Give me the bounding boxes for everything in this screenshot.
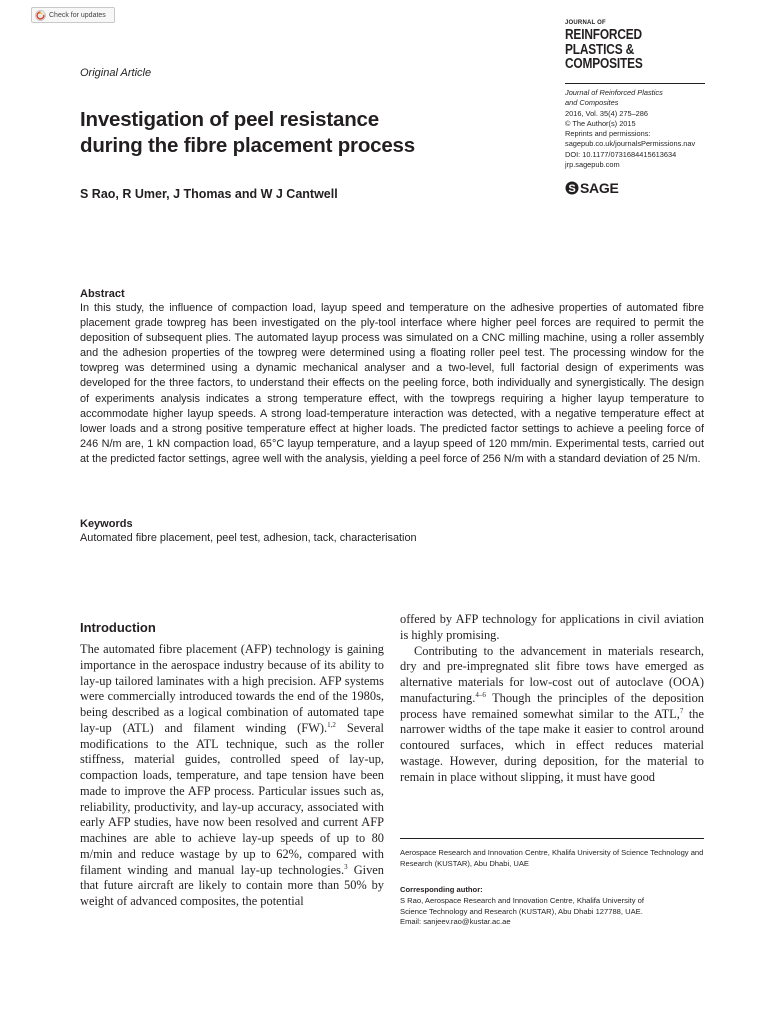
- abstract-text: In this study, the influence of compaction load, layup speed and temperature on the adhesive properties of automated fibre placement grade towpreg has been investigated on the ply-tool interface where higher peel forces are required to permit the deposition of subsequent plies. The automated layup process was simulated on a CNC milling machine, using a roller assembly and the adhesion properties of the towpreg were determined using a floating roller peel test. The processing window for the towpreg was determined using a dynamic mechanical analyser and a two-level, full factorial design of experiments was developed for the three factors, to understand their effects on the peeling force, both individually and synergistically. The design of experiments analysis indicates a strong temperature effect, with the towpregs requiring a higher layup temperature to accommodate higher layup speeds. A strong load-temperature interaction was detected, with a negative temperature effect at lower loads and a strong positive temperature effect at higher loads. The predicted factor settings to achieve a peeling force of 246 N/m are, 1 kN compaction load, 65°C layup temperature, and a layup speed of 120 mm/min. Experimental tests, carried out at the predicted factor settings, agree well with the analysis, yielding a peel force of 256 N/m with a standard deviation of 25 N/m.: [80, 302, 704, 465]
- title-line: Investigation of peel resistance: [80, 108, 379, 131]
- citation[interactable]: 4–6: [475, 690, 486, 699]
- check-for-updates-icon: [35, 10, 46, 21]
- journal-info-line: Reprints and permissions:: [565, 129, 651, 139]
- permissions-link[interactable]: sagepub.co.uk/journalsPermissions.nav: [565, 139, 696, 149]
- paragraph: The automated fibre placement (AFP) technology is gaining importance in the aerospace industry because of its ability to lay-up tailored laminates with a high precision. AFP systems were commercially introduced towards the end of the 1980s, being described as a logical combination of automated tape lay-up (ATL) and filament winding (FW).$^{1,2}$ Several modifications to the ATL technique, such as the roller stiffness, material guides, controlled speed of lay-up, compaction loads, temperature, and tape tension have been made to improve the AFP process. Particular issues such as, reliability, productivity, and lay-up accuracy, associated with early AFP studies, have now been resolved and current AFP machines are able to achieve lay-up speeds of up to 80 m/min and reduce wastage by up to 62%, compared with filament winding and manual lay-up technologies.$^3$ Given that future aircraft are likely to contain more than 50% by weight of advanced composites, the potential: [80, 642, 384, 908]
- article-title: [80, 107, 550, 159]
- citation[interactable]: 3: [344, 862, 348, 871]
- footnote-divider: [400, 838, 704, 839]
- journal-info-line: © The Author(s) 2015: [565, 118, 636, 128]
- body-column-right: [400, 612, 704, 785]
- citation[interactable]: 7: [679, 706, 684, 715]
- journal-info: [565, 88, 715, 170]
- publisher-logo: [565, 180, 618, 196]
- body-column-left: [80, 642, 384, 910]
- check-for-updates-label: Check for updates: [49, 11, 106, 19]
- citation[interactable]: 1,2: [327, 720, 336, 729]
- journal-info-line: Journal of Reinforced Plastics: [565, 88, 663, 97]
- check-for-updates-button[interactable]: [31, 7, 115, 23]
- journal-logo-small: JOURNAL OF: [565, 20, 606, 26]
- journal-logo-line: REINFORCED: [565, 27, 642, 43]
- journal-logo: [565, 20, 675, 72]
- journal-info-line: and Composites: [565, 98, 619, 108]
- corresponding-line: Science Technology and Research (KUSTAR), Abu Dhabi 127788, UAE.: [400, 906, 643, 916]
- affiliation: Aerospace Research and Innovation Centre, Khalifa University of Science Technology and Research (KUSTAR), Abu Dhabi, UAE: [400, 848, 704, 868]
- journal-logo-line: PLASTICS &: [565, 41, 635, 58]
- introduction-heading: Introduction: [80, 620, 156, 635]
- doi-link[interactable]: DOI: 10.1177/0731684415613634: [565, 149, 677, 159]
- authors: S Rao, R Umer, J Thomas and W J Cantwell: [80, 187, 338, 201]
- journal-website-link[interactable]: jrp.sagepub.com: [565, 160, 620, 170]
- paragraph: offered by AFP technology for applications in civil aviation is highly promising.: [400, 612, 704, 642]
- corresponding-author-heading: Corresponding author:: [400, 885, 483, 894]
- title-line: during the fibre placement process: [80, 134, 415, 157]
- sage-logo-icon: [565, 181, 579, 195]
- keywords-heading: Keywords: [80, 518, 133, 530]
- abstract-heading: Abstract: [80, 288, 125, 300]
- journal-divider: [565, 83, 705, 84]
- article-type: Original Article: [80, 67, 152, 79]
- publisher-name: SAGE: [580, 180, 619, 196]
- corresponding-line: S Rao, Aerospace Research and Innovation Centre, Khalifa University of: [400, 896, 644, 905]
- paragraph: Contributing to the advancement in materials research, dry and pre-impregnated slit fibre tows have emerged as alternative materials for low-cost out of autoclave (OOA) manufacturing.$^{4-6}$ Though the principles of the deposition process have remained somewhat similar to the ATL,$^7$ the narrower widths of the tape make it easier to control around contoured surfaces, which in effect reduces material wastage. However, during deposition, for the material to remain in place without slipping, it must have good: [400, 643, 704, 784]
- journal-info-line: 2016, Vol. 35(4) 275–286: [565, 108, 649, 118]
- corresponding-author: [400, 896, 706, 928]
- email-link[interactable]: Email: sanjeev.rao@kustar.ac.ae: [400, 917, 511, 927]
- keywords-text: Automated fibre placement, peel test, adhesion, tack, characterisation: [80, 532, 417, 544]
- journal-logo-line: COMPOSITES: [565, 56, 643, 72]
- svg-text:S: S: [568, 183, 576, 195]
